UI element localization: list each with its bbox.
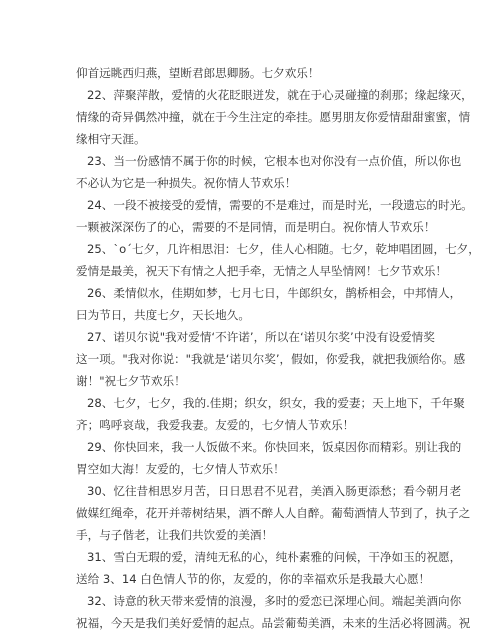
text-line: 谢！"祝七夕节欢乐！	[76, 374, 186, 388]
document-body	[76, 62, 480, 634]
text-line: 仰首远眺西归燕，望断君郎思卿肠。七夕欢乐！	[76, 66, 320, 80]
text-line: 曰为节日，共度七夕，天长地久。	[76, 308, 250, 322]
text-line: 手，与子偕老，让我们共饮爱的美酒！	[76, 528, 274, 542]
text-line: 29、你快回来，我一人饭做不来。你快回来，饭桌因你而精彩。别让我的	[87, 440, 462, 454]
text-line: 送给 3、14 白色情人节的你，友爱的，你的幸福欢乐是我最大心愿！	[76, 572, 431, 586]
text-line: 做媒红绳牵，花开并蒂树结果，酒不醉人人自醉。葡萄酒情人节到了，执子之	[76, 506, 471, 520]
text-line: 25、`o´七夕，几许相思泪：七夕，佳人心相随。七夕，乾坤唱团圆，七夕，	[87, 242, 480, 256]
text-line: 28、七夕，七夕，我的.佳期；织女，织女，我的爱妻；天上地下，千年聚	[87, 396, 465, 410]
text-line: 32、诗意的秋天带来爱情的浪漫，多时的爱恋已深埋心间。端起美酒向你	[87, 594, 462, 608]
text-line: 27、诺贝尔说"我对爱情‘不许诺’，所以在‘诺贝尔奖’中没有设爱情奖	[87, 330, 435, 344]
text-line: 胃空如大海！友爱的，七夕情人节欢乐！	[76, 462, 285, 476]
text-line: 缘相守天涯。	[76, 132, 146, 146]
text-line: 23、当一份感情不属于你的时候，它根本也对你没有一点价值，所以你也	[87, 154, 462, 168]
text-line: 31、雪白无瑕的爱，清纯无私的心，纯朴素雅的问候，干净如玉的祝愿，	[87, 550, 462, 564]
text-line: 24、一段不被接受的爱情，需要的不是难过，而是时光，一段遗忘的时光。	[87, 198, 473, 212]
text-line: 情缘的奇异偶然冲撞，就在于今生注定的牵挂。愿男朋友你爱情甜甜蜜蜜，情	[76, 110, 471, 124]
text-line: 爱情是最美，祝天下有情之人把手牵，无情之人早坠情网！七夕节欢乐！	[76, 264, 448, 278]
text-line: 齐；鸣呼哀哉，我爱我妻。友爱的，七夕情人节欢乐！	[76, 418, 355, 432]
text-line: 祝福，今天是我们美好爱情的起点。品尝葡萄美酒，未来的生活必将圆满。祝	[76, 616, 471, 630]
text-line: 26、柔情似水，佳期如梦，七月七日，牛郎织女，鹊桥相会，中邦情人，	[87, 286, 462, 300]
text-line: 30、忆往昔相思岁月苦，日日思君不见君，美酒入肠更添愁；看今朝月老	[87, 484, 462, 498]
text-line: 这一项。"我对你说："我就是‘诺贝尔奖’，假如，你爱我，就把我颁给你。感	[76, 352, 466, 366]
text-line: 一颗被深深伤了的心，需要的不是同情，而是明白。祝你情人节欢乐！	[76, 220, 436, 234]
text-line: 不必认为它是一种损失。祝你情人节欢乐！	[76, 176, 297, 190]
text-line: 22、萍聚萍散，爱情的火花眨眼迸发，就在于心灵碰撞的刹那；缘起缘灭，	[87, 88, 473, 102]
